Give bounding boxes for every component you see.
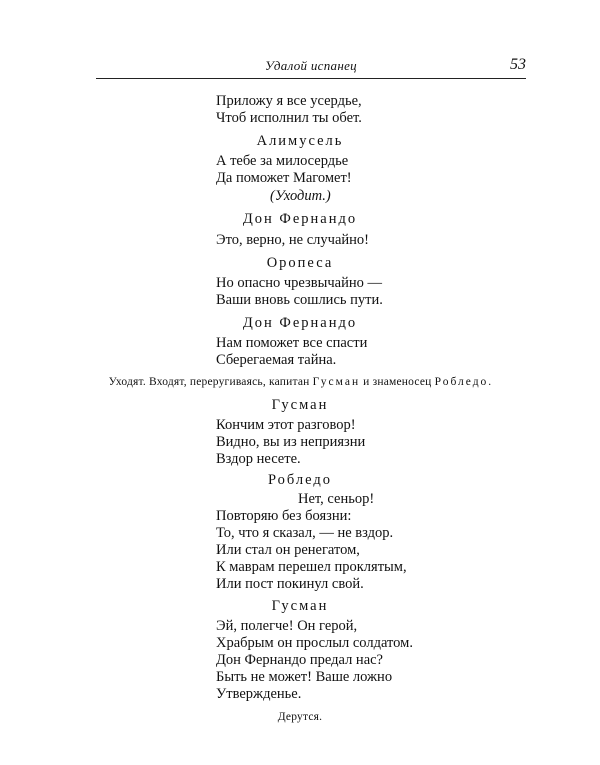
running-head [96, 56, 526, 78]
header-rule [96, 78, 526, 79]
page-number: 53 [510, 56, 526, 73]
verse-line: Или пост покинул свой. [216, 576, 364, 592]
verse-line: Утвержденье. [216, 686, 302, 702]
stage-text: и знаменосец [360, 376, 435, 388]
speaker-name: Гусман [271, 598, 329, 614]
stage-direction: (Уходит.) [270, 188, 331, 204]
verse-line: Но опасно чрезвычайно — [216, 275, 382, 291]
verse-line: Кончим этот разговор! [216, 417, 356, 433]
speaker-name: Дон Фернандо [242, 315, 358, 331]
verse-line: А тебе за милосердье [216, 153, 349, 169]
speaker-name: Дон Фернандо [242, 211, 358, 227]
character-name: Гусман [312, 376, 361, 388]
verse-line: Видно, вы из неприязни [216, 434, 366, 450]
speaker-name: Алимусель [256, 133, 344, 149]
stage-text: . [488, 376, 492, 388]
verse-line: Сберегаемая тайна. [216, 352, 337, 368]
verse-line: Повторяю без боязни: [216, 508, 352, 524]
stage-direction [0, 373, 600, 391]
verse-line: Ваши вновь сошлись пути. [216, 292, 383, 308]
verse-line: Дон Фернандо предал нас? [216, 652, 383, 668]
running-title: Удалой испанец [265, 58, 357, 73]
stage-direction: Дерутся. [277, 711, 323, 723]
character-name: Робледо [434, 376, 489, 388]
verse-line: Или стал он ренегатом, [216, 542, 360, 558]
verse-line: К маврам перешел проклятым, [216, 559, 407, 575]
verse-line: Храбрым он прослыл солдатом. [216, 635, 413, 651]
stage-text: Уходят. Входят, переругиваясь, капитан [108, 376, 313, 388]
speaker-name: Гусман [271, 397, 329, 413]
verse-line: Нам поможет все спасти [216, 335, 368, 351]
verse-line: Приложу я все усердье, [216, 93, 362, 109]
verse-line: Быть не может! Ваше ложно [216, 669, 393, 685]
verse-line: Да поможет Магомет! [216, 170, 352, 186]
verse-line: Нет, сеньор! [298, 491, 375, 507]
speaker-name: Робледо [267, 472, 333, 488]
verse-line: Чтоб исполнил ты обет. [216, 110, 362, 126]
speaker-name: Оропеса [266, 255, 334, 271]
verse-line: Это, верно, не случайно! [216, 232, 369, 248]
verse-line: То, что я сказал, — не вздор. [216, 525, 394, 541]
verse-line: Вздор несете. [216, 451, 301, 467]
verse-line: Эй, полегче! Он герой, [216, 618, 358, 634]
